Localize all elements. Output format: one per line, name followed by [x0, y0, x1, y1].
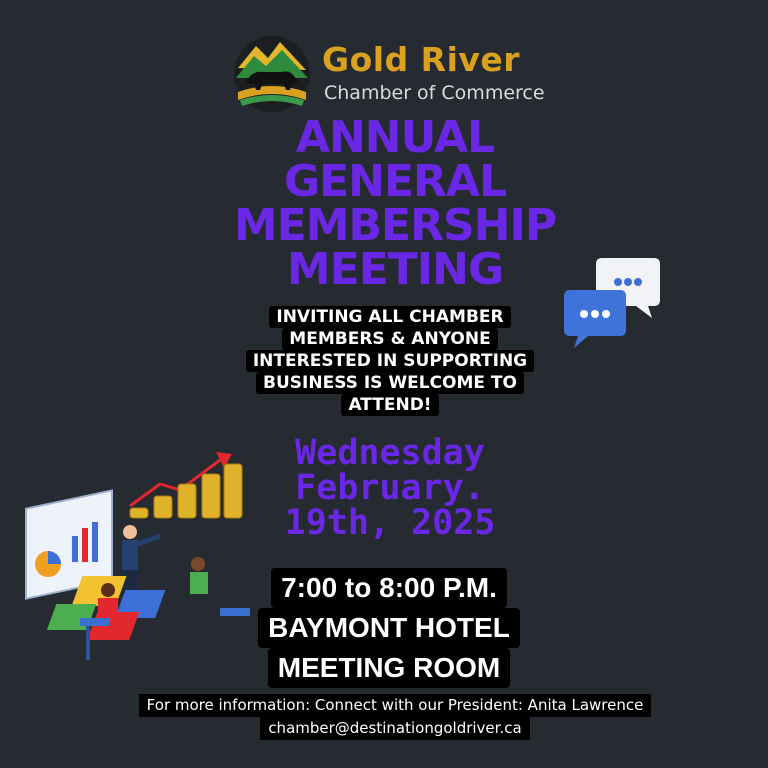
logo-subtitle: Chamber of Commerce — [324, 82, 545, 104]
business-meeting-illustration — [20, 440, 270, 680]
invitation-line: BUSINESS IS WELCOME TO — [256, 372, 524, 394]
date-line: February. — [295, 468, 485, 508]
chat-bubbles-icon — [562, 254, 662, 354]
invitation-line: INVITING ALL CHAMBER — [269, 306, 510, 328]
bear-mountain-logo-icon — [232, 34, 312, 114]
event-date — [230, 433, 550, 543]
venue-room: MEETING ROOM — [268, 648, 510, 688]
invitation-line: ATTEND! — [341, 394, 438, 416]
logo-name: Gold River — [322, 40, 521, 79]
chamber-logo — [232, 34, 545, 114]
invitation-line: INTERESTED IN SUPPORTING — [246, 350, 534, 372]
date-line: 19th, 2025 — [284, 503, 496, 543]
event-time-venue — [254, 568, 524, 688]
title-line: MEMBERSHIP — [233, 200, 557, 251]
contact-email[interactable]: chamber@destinationgoldriver.ca — [260, 717, 529, 740]
contact-info — [100, 694, 690, 740]
title-line: GENERAL — [283, 156, 507, 207]
contact-text: For more information: Connect with our President: Anita Lawrence — [139, 694, 652, 717]
title-line: MEETING — [286, 244, 504, 295]
venue-name: BAYMONT HOTEL — [258, 608, 520, 648]
date-line: Wednesday — [295, 433, 485, 473]
invitation-text — [225, 306, 555, 416]
event-time: 7:00 to 8:00 P.M. — [271, 568, 507, 608]
title-line: ANNUAL — [295, 112, 495, 163]
invitation-line: MEMBERS & ANYONE — [282, 328, 497, 350]
